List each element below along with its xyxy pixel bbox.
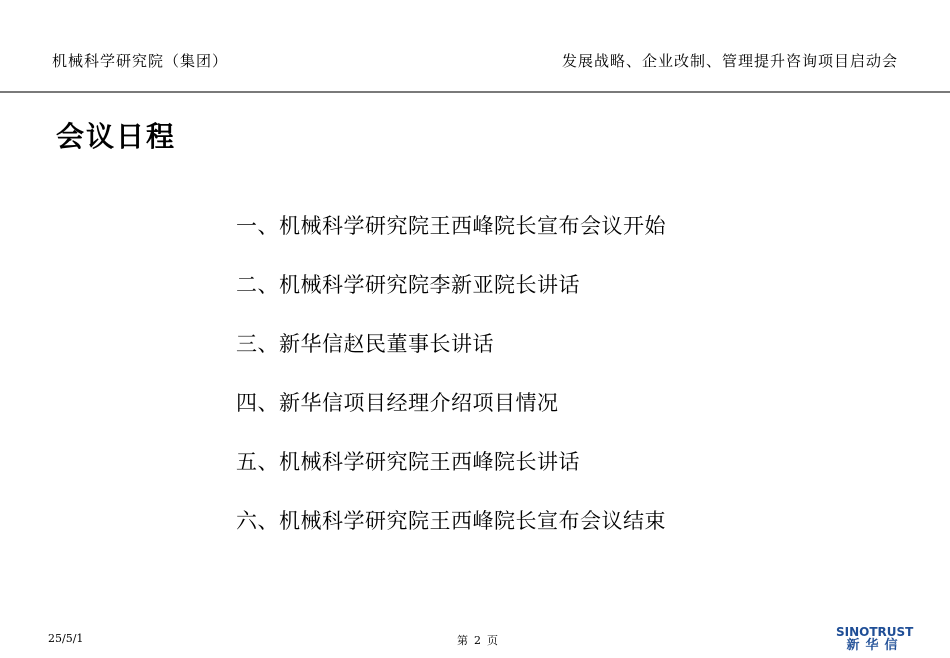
footer-date: 25/5/1	[48, 632, 84, 645]
page-suffix: 页	[487, 634, 498, 647]
agenda-item: 二、机械科学研究院李新亚院长讲话	[236, 273, 580, 297]
agenda-item: 一、机械科学研究院王西峰院长宣布会议开始	[236, 214, 666, 238]
header-divider	[0, 91, 950, 93]
logo-chinese-text: 新华信	[846, 638, 904, 653]
header-organization: 机械科学研究院（集团）	[52, 52, 229, 70]
logo-english-text: SINOTRUST	[836, 625, 914, 639]
page-number	[454, 632, 501, 648]
page-prefix: 第	[457, 634, 468, 647]
agenda-list	[236, 208, 666, 562]
page-number-value: 2	[474, 634, 481, 647]
sinotrust-logo	[836, 625, 914, 653]
agenda-item: 三、新华信赵民董事长讲话	[236, 332, 494, 356]
page-title: 会议日程	[56, 120, 177, 153]
agenda-item: 四、新华信项目经理介绍项目情况	[236, 391, 559, 415]
header-project-title: 发展战略、企业改制、管理提升咨询项目启动会	[561, 52, 898, 70]
agenda-item: 五、机械科学研究院王西峰院长讲话	[236, 450, 580, 474]
agenda-item: 六、机械科学研究院王西峰院长宣布会议结束	[236, 509, 666, 533]
